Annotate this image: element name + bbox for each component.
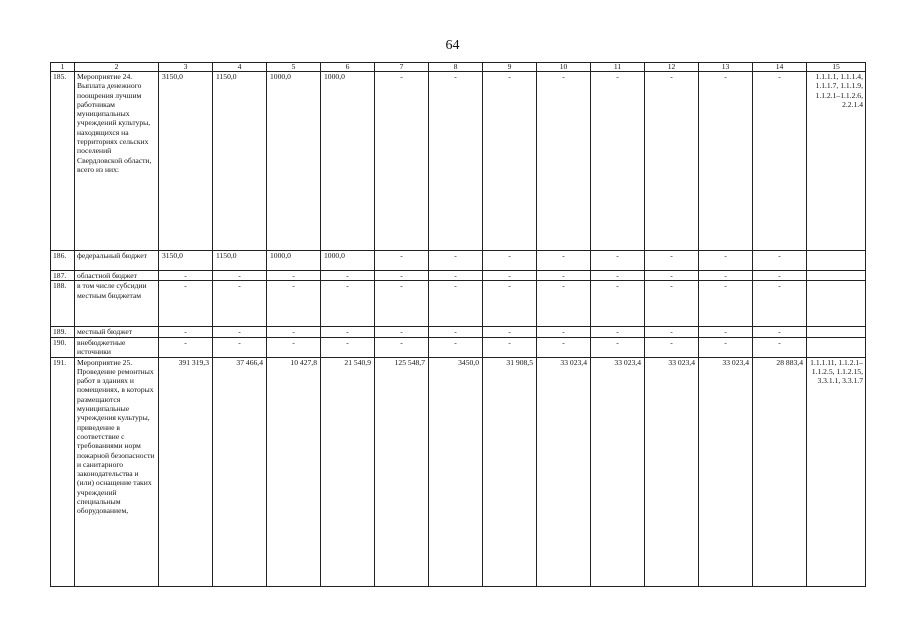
value-cell: - bbox=[753, 281, 807, 327]
column-header: 9 bbox=[483, 63, 537, 72]
value-cell: - bbox=[645, 281, 699, 327]
value-cell: - bbox=[591, 327, 645, 337]
column-header: 5 bbox=[267, 63, 321, 72]
value-cell: - bbox=[483, 337, 537, 357]
value-cell: - bbox=[591, 251, 645, 271]
value-cell: - bbox=[213, 271, 267, 281]
value-cell: 1000,0 bbox=[321, 251, 375, 271]
value-cell: - bbox=[375, 271, 429, 281]
value-cell: - bbox=[645, 72, 699, 251]
column-header: 3 bbox=[159, 63, 213, 72]
value-cell: - bbox=[483, 327, 537, 337]
value-cell: 1000,0 bbox=[267, 72, 321, 251]
value-cell: - bbox=[375, 337, 429, 357]
value-cell: - bbox=[483, 281, 537, 327]
value-cell: - bbox=[375, 72, 429, 251]
value-cell: - bbox=[483, 251, 537, 271]
value-cell: - bbox=[699, 251, 753, 271]
column-header: 8 bbox=[429, 63, 483, 72]
value-cell: - bbox=[645, 251, 699, 271]
value-cell: - bbox=[483, 72, 537, 251]
target-indicators bbox=[807, 337, 866, 357]
row-number: 186. bbox=[51, 251, 75, 271]
row-number: 185. bbox=[51, 72, 75, 251]
value-cell: 391 319,3 bbox=[159, 357, 213, 586]
value-cell: 21 540,9 bbox=[321, 357, 375, 586]
column-header: 13 bbox=[699, 63, 753, 72]
column-header: 7 bbox=[375, 63, 429, 72]
row-number: 191. bbox=[51, 357, 75, 586]
value-cell: - bbox=[537, 72, 591, 251]
value-cell: - bbox=[159, 337, 213, 357]
value-cell: - bbox=[159, 327, 213, 337]
value-cell: 37 466,4 bbox=[213, 357, 267, 586]
value-cell: - bbox=[591, 72, 645, 251]
value-cell: 33 023,4 bbox=[645, 357, 699, 586]
value-cell: - bbox=[591, 281, 645, 327]
value-cell: - bbox=[159, 281, 213, 327]
row-number: 189. bbox=[51, 327, 75, 337]
value-cell: - bbox=[321, 281, 375, 327]
value-cell: - bbox=[429, 271, 483, 281]
value-cell: 3450,0 bbox=[429, 357, 483, 586]
value-cell: 3150,0 bbox=[159, 72, 213, 251]
value-cell: - bbox=[753, 327, 807, 337]
target-indicators bbox=[807, 271, 866, 281]
row-number: 187. bbox=[51, 271, 75, 281]
value-cell: 1150,0 bbox=[213, 72, 267, 251]
row-name: Мероприятие 24. Выплата денежного поощрения лучшим работникам муниципальных учреждений культуры, находящихся на территориях сельских поселений Свердловской области, всего из них: bbox=[75, 72, 159, 251]
row-name: местный бюджет bbox=[75, 327, 159, 337]
column-header: 2 bbox=[75, 63, 159, 72]
column-header: 6 bbox=[321, 63, 375, 72]
column-header: 14 bbox=[753, 63, 807, 72]
row-name: в том числе субсидии местным бюджетам bbox=[75, 281, 159, 327]
row-number: 190. bbox=[51, 337, 75, 357]
value-cell: - bbox=[699, 271, 753, 281]
value-cell: - bbox=[429, 337, 483, 357]
value-cell: 3150,0 bbox=[159, 251, 213, 271]
value-cell: - bbox=[753, 271, 807, 281]
value-cell: - bbox=[591, 337, 645, 357]
value-cell: - bbox=[537, 281, 591, 327]
value-cell: - bbox=[375, 251, 429, 271]
value-cell: - bbox=[537, 251, 591, 271]
target-indicators bbox=[807, 281, 866, 327]
row-name: внебюджетные источники bbox=[75, 337, 159, 357]
row-number: 188. bbox=[51, 281, 75, 327]
value-cell: - bbox=[213, 281, 267, 327]
value-cell: - bbox=[753, 72, 807, 251]
table-row bbox=[51, 271, 866, 281]
value-cell: - bbox=[429, 281, 483, 327]
table-row bbox=[51, 281, 866, 327]
value-cell: - bbox=[429, 72, 483, 251]
value-cell: - bbox=[321, 271, 375, 281]
value-cell: 1150,0 bbox=[213, 251, 267, 271]
target-indicators bbox=[807, 327, 866, 337]
table-row bbox=[51, 337, 866, 357]
value-cell: 10 427,8 bbox=[267, 357, 321, 586]
value-cell: - bbox=[753, 337, 807, 357]
header-row bbox=[51, 63, 866, 72]
value-cell: - bbox=[645, 337, 699, 357]
row-name: областной бюджет bbox=[75, 271, 159, 281]
value-cell: 33 023,4 bbox=[591, 357, 645, 586]
value-cell: - bbox=[321, 327, 375, 337]
page-number: 64 bbox=[445, 38, 460, 53]
target-indicators: 1.1.1.1, 1.1.1.4, 1.1.1.7, 1.1.1.9, 1.1.2.1–1.1.2.6, 2.2.1.4 bbox=[807, 72, 866, 251]
value-cell: - bbox=[429, 251, 483, 271]
column-header: 12 bbox=[645, 63, 699, 72]
row-name: Мероприятие 25. Проведение ремонтных работ в зданиях и помещениях, в которых размещаются муниципальные учреждения культуры, приведение в соответствие с требованиями норм пожарной безопасности и санитарного законодательства и (или) оснащение таких учреждений специальным оборудованием, bbox=[75, 357, 159, 586]
value-cell: 1000,0 bbox=[267, 251, 321, 271]
value-cell: - bbox=[267, 337, 321, 357]
value-cell: - bbox=[591, 271, 645, 281]
value-cell: - bbox=[159, 271, 213, 281]
target-indicators: 1.1.1.11, 1.1.2.1–1.1.2.5, 1.1.2.15, 3.3.1.1, 3.3.1.7 bbox=[807, 357, 866, 586]
table-row bbox=[51, 357, 866, 586]
value-cell: - bbox=[267, 281, 321, 327]
value-cell: - bbox=[699, 327, 753, 337]
table-row bbox=[51, 327, 866, 337]
value-cell: - bbox=[699, 281, 753, 327]
value-cell: - bbox=[699, 72, 753, 251]
value-cell: - bbox=[645, 271, 699, 281]
value-cell: - bbox=[267, 271, 321, 281]
value-cell: - bbox=[375, 327, 429, 337]
column-header: 1 bbox=[51, 63, 75, 72]
table-row bbox=[51, 251, 866, 271]
value-cell: - bbox=[537, 337, 591, 357]
value-cell: 33 023,4 bbox=[537, 357, 591, 586]
value-cell: - bbox=[213, 327, 267, 337]
value-cell: - bbox=[267, 327, 321, 337]
program-table bbox=[50, 62, 866, 587]
column-header: 11 bbox=[591, 63, 645, 72]
value-cell: 28 883,4 bbox=[753, 357, 807, 586]
value-cell: - bbox=[645, 327, 699, 337]
column-header: 4 bbox=[213, 63, 267, 72]
value-cell: 33 023,4 bbox=[699, 357, 753, 586]
value-cell: - bbox=[213, 337, 267, 357]
value-cell: - bbox=[699, 337, 753, 357]
value-cell: 125 548,7 bbox=[375, 357, 429, 586]
value-cell: - bbox=[429, 327, 483, 337]
target-indicators bbox=[807, 251, 866, 271]
value-cell: - bbox=[537, 327, 591, 337]
row-name: федеральный бюджет bbox=[75, 251, 159, 271]
value-cell: 31 908,5 bbox=[483, 357, 537, 586]
value-cell: - bbox=[483, 271, 537, 281]
value-cell: - bbox=[537, 271, 591, 281]
column-header: 15 bbox=[807, 63, 866, 72]
value-cell: - bbox=[375, 281, 429, 327]
value-cell: - bbox=[321, 337, 375, 357]
value-cell: - bbox=[753, 251, 807, 271]
column-header: 10 bbox=[537, 63, 591, 72]
table-row bbox=[51, 72, 866, 251]
value-cell: 1000,0 bbox=[321, 72, 375, 251]
